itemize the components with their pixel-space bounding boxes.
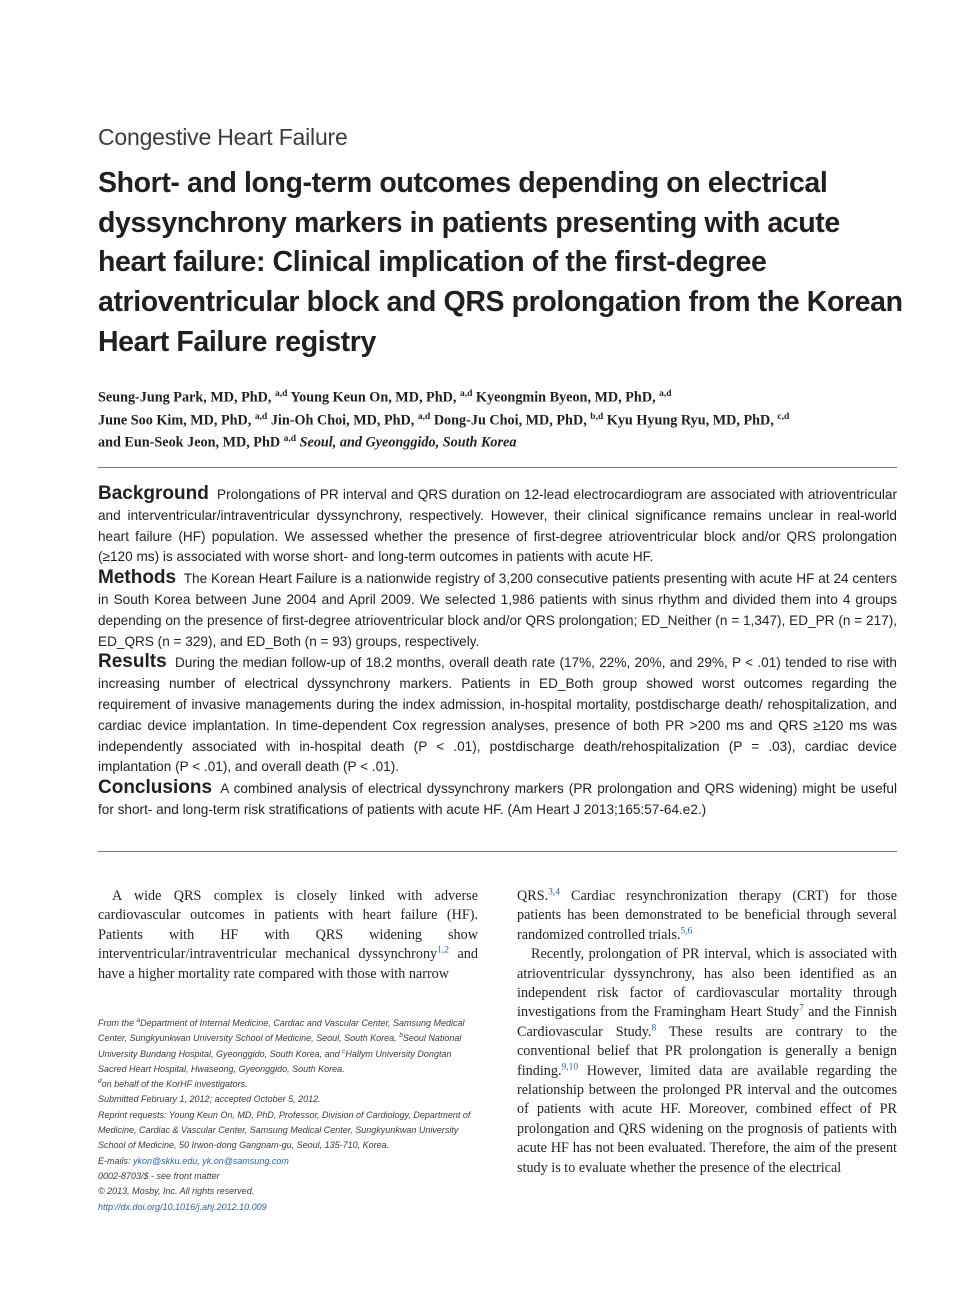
abstract-conclusions: [98, 778, 897, 821]
affiliation-sup: a,d: [274, 389, 288, 399]
abstract-methods: [98, 568, 897, 652]
article-title: Short- and long-term outcomes depending on electrical dyssynchrony markers in patients presenting with acute heart failure: Clinical implication of the first-degree atrioventricular block and QRS prolongation from the Korean Heart Failure registry: [98, 167, 903, 358]
citation-link[interactable]: 8: [651, 1023, 657, 1034]
submitted-note: Submitted February 1, 2012; accepted October 5, 2012.: [98, 1094, 321, 1105]
abstract: [98, 484, 897, 821]
author-location: Seoul, and Gyeonggido, South Korea: [299, 435, 517, 452]
footnotes: [98, 1016, 478, 1215]
author: Dong-Ju Choi, MD, PhD,: [433, 412, 587, 429]
body-paragraph: QRS.$^{3,4}$ Cardiac resynchronization therapy (CRT) for those patients has been demonstrated to be beneficial through several randomized controlled trials.$^{5,6}$: [517, 887, 897, 943]
divider: [98, 851, 897, 852]
body-paragraph: A wide QRS complex is closely linked with adverse cardiovascular outcomes in patients with heart failure (HF). Patients with HF with QRS widening show interventricular/intraventricular mechanical dyssynchrony$^{1,2}$ and have a higher mortality rate compared with those with narrow: [98, 888, 478, 982]
email-link[interactable]: yk.on@samsung.com: [202, 1155, 289, 1166]
author: Young Keun On, MD, PhD,: [290, 389, 457, 406]
citation-link[interactable]: 5,6: [680, 926, 693, 937]
abstract-heading: Conclusions: [98, 777, 213, 799]
author: Kyeongmin Byeon, MD, PhD,: [475, 389, 656, 406]
abstract-text: During the median follow-up of 18.2 months, overall death rate (17%, 22%, 20%, and 29%, P < .01) tended to rise with increasing number of electrical dyssynchrony markers. Patients in ED_Both group showed worst outcomes regarding the requirement of invasive managements during the index admission, in-hospital mortality, postdischarge death/ rehospitalization, and cardiac device implantation. In time-dependent Cox regression analyses, presence of both PR >200 ms and QRS ≥120 ms was independently associated with in-hospital death (P < .01), postdischarge death/rehospitalization (P = .03), cardiac device implantation (P < .01), and overall death (P < .01).: [98, 655, 897, 775]
author-list: [98, 385, 898, 453]
doi-link[interactable]: http://dx.doi.org/10.1016/j.ahj.2012.10.009: [98, 1201, 267, 1212]
affiliation-sup: a,d: [459, 389, 473, 399]
author: Seung-Jung Park, MD, PhD,: [98, 389, 272, 406]
abstract-results: [98, 652, 897, 778]
affiliation-sup: a,d: [659, 389, 672, 399]
emails-note: E-mails: ykon@skku.edu, yk.on@samsung.com: [98, 1155, 289, 1166]
author: June Soo Kim, MD, PhD,: [98, 412, 252, 429]
behalf-note: $^d$on behalf of the KorHF investigators.: [98, 1078, 248, 1090]
affiliation-sup: c,d: [777, 411, 790, 422]
email-link[interactable]: ykon@skku.edu: [133, 1155, 198, 1166]
citation-link[interactable]: 7: [799, 1003, 804, 1014]
abstract-text: The Korean Heart Failure is a nationwide registry of 3,200 consecutive patients presenting with acute HF at 24 centers in South Korea between June 2004 and April 2009. We selected 1,986 patients with sinus rhythm and divided them into 4 groups depending on the presence of first-degree atrioventricular block and/or QRS prolongation; ED_Neither (n = 1,347), ED_PR (n = 217), ED_QRS (n = 329), and ED_Both (n = 93) groups, respectively.: [98, 571, 898, 649]
body-paragraph: Recently, prolongation of PR interval, which is associated with atrioventricular dyssynchrony, has also been identified as an independent risk factor of cardiovascular mortality through investigations from the Framingham Heart Study$^7$ and the Finnish Cardiovascular Study.$^8$ These results are contrary to the conventional belief that PR prolongation is generally a benign finding.$^{9,10}$ However, limited data are available regarding the relationship between the prolonged PR interval and the outcomes of patients with acute HF. Moreover, combined effect of PR prolongation and QRS widening on the prognosis of patients with acute HF has not been evaluated. Therefore, the aim of the present study is to evaluate whether the presence of the electrical: [517, 946, 897, 1176]
citation-link[interactable]: 3,4: [548, 887, 561, 898]
issn-note: 0002-8703/$ - see front matter: [98, 1170, 220, 1181]
abstract-heading: Methods: [98, 567, 177, 589]
body-column-left: [98, 887, 478, 984]
reprint-note: Reprint requests: Young Keun On, MD, PhD, Professor, Division of Cardiology, Department of Medicine, Cardiac & Vascular Center, Samsung Medical Center, Sungkyunkwan University School of Medicine, 50 Irwon-dong Gangnam-gu, Seoul, 135-710, Korea.: [98, 1109, 471, 1151]
divider: [98, 467, 897, 468]
affiliation-sup: a,d: [283, 434, 297, 445]
abstract-background: [98, 484, 897, 568]
citation-link[interactable]: 1,2: [437, 945, 450, 956]
abstract-text: Prolongations of PR interval and QRS duration on 12-lead electrocardiogram are associated with atrioventricular and interventricular/intraventricular dyssynchrony, respectively. However, their clinical significance remains unclear in real-world heart failure (HF) population. We assessed whether the presence of first-degree atrioventricular block and/or QRS prolongation (≥120 ms) is associated with worse short- and long-term outcomes in patients with acute HF.: [98, 487, 897, 565]
abstract-text: A combined analysis of electrical dyssynchrony markers (PR prolongation and QRS widening) might be useful for short- and long-term risk stratifications of patients with acute HF. (Am Heart J 2013;165:57-64.e2.): [98, 781, 897, 817]
author: Kyu Hyung Ryu, MD, PhD,: [606, 412, 774, 429]
affiliation-sup: b,d: [590, 411, 604, 422]
affiliation-sup: a,d: [254, 411, 268, 422]
abstract-heading: Results: [98, 651, 167, 673]
doi-note: [98, 1200, 478, 1215]
abstract-heading: Background: [98, 483, 209, 504]
copyright-note: © 2013, Mosby, Inc. All rights reserved.: [98, 1186, 255, 1197]
citation-link[interactable]: 9,10: [561, 1061, 579, 1072]
author: Jin-Oh Choi, MD, PhD,: [270, 412, 415, 429]
section-label: Congestive Heart Failure: [98, 124, 348, 150]
affiliation-sup: a,d: [417, 411, 431, 422]
body-column-right: [517, 887, 897, 1178]
affiliations-note: From the $^a$Department of Internal Medicine, Cardiac and Vascular Center, Samsung Medical Center, Sungkyunkwan University School of Medicine, Seoul, South Korea, $^b$Seoul National University Bundang Hospital, Gyeonggido, South Korea, and $^c$Hallym University Dongtan Sacred Heart Hospital, Hwaseong, Gyeonggido, South Korea.: [98, 1017, 465, 1074]
author: and Eun-Seok Jeon, MD, PhD: [98, 435, 281, 452]
